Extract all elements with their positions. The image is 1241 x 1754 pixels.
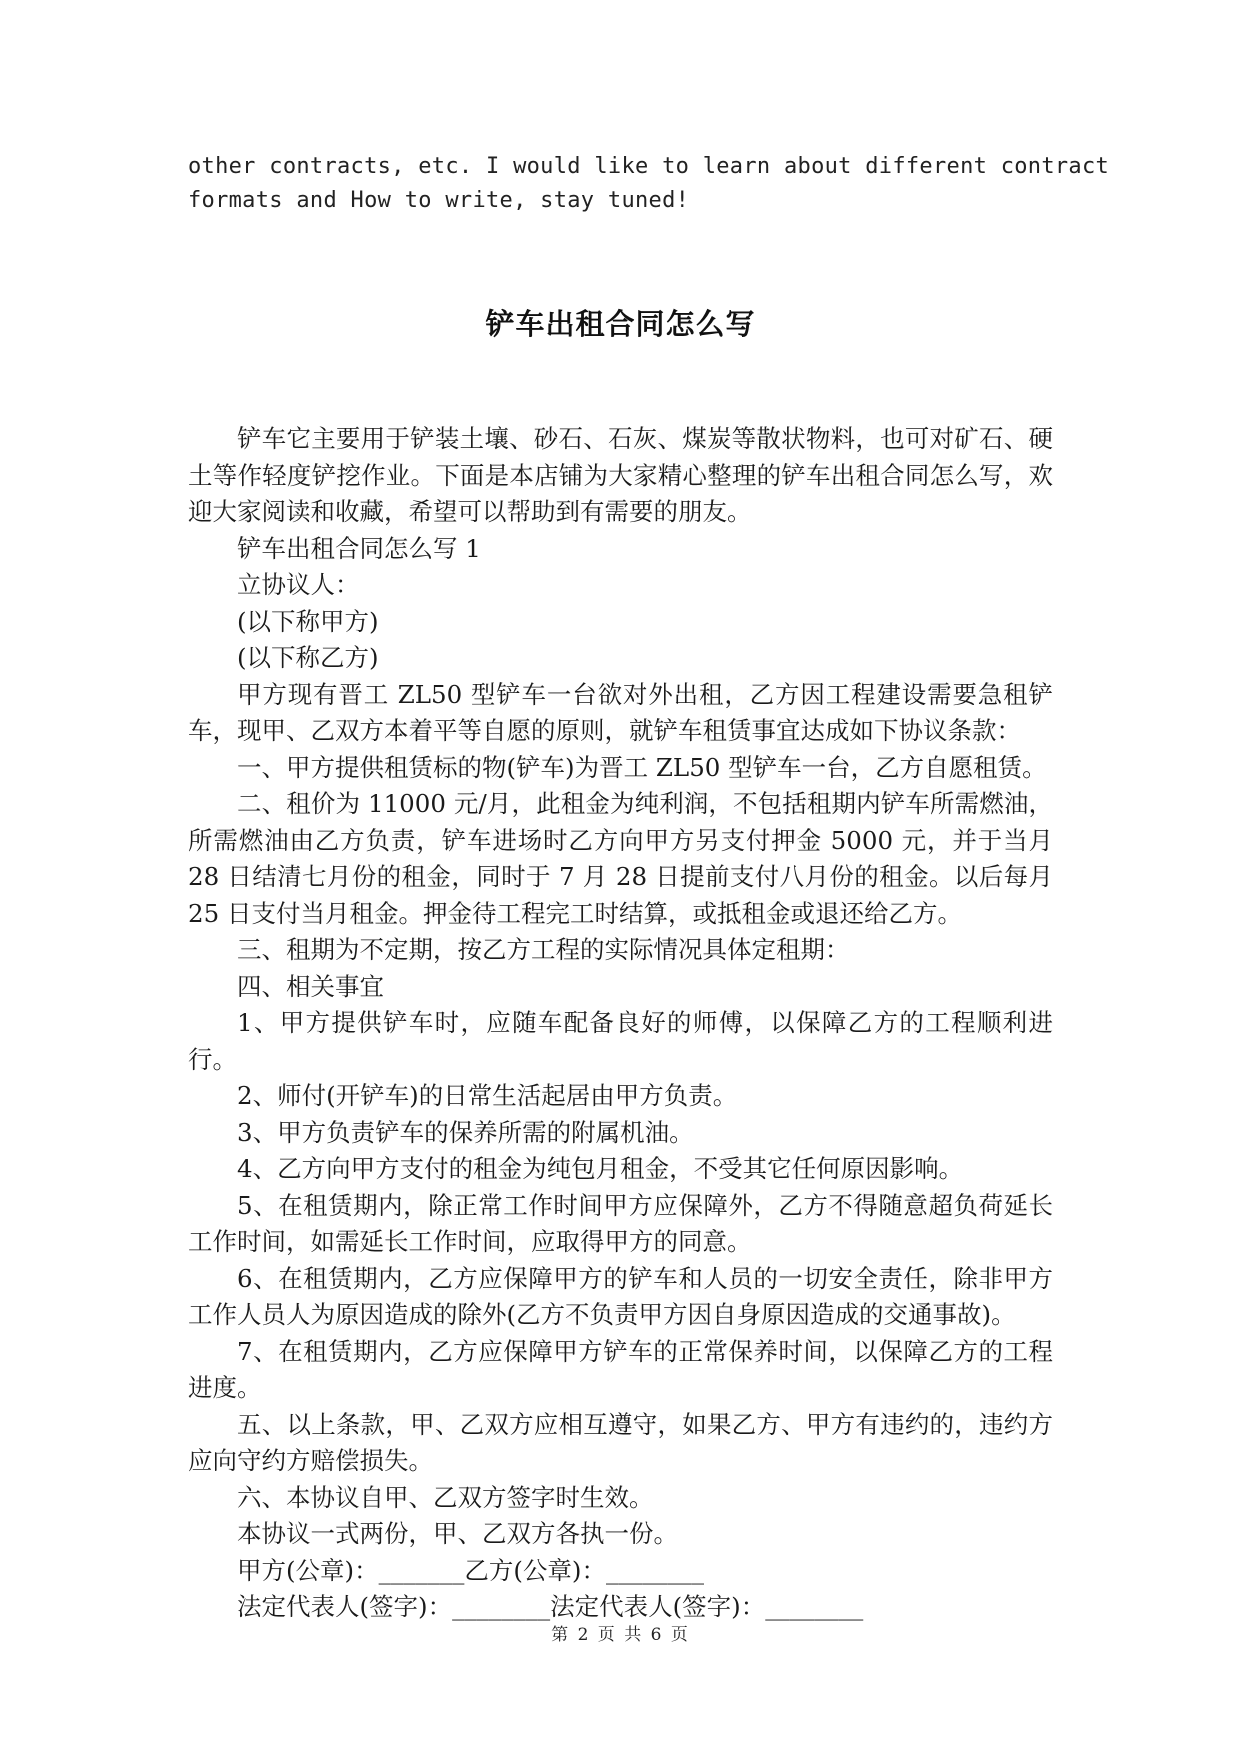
paragraph: 一、甲方提供租赁标的物(铲车)为晋工 ZL50 型铲车一台，乙方自愿租赁。 [237,752,1047,782]
intro-line-1: other contracts, etc. I would like to learn about different contract [188,154,1110,179]
paragraph: 6、在租赁期内，乙方应保障甲方的铲车和人员的一切安全责任，除非甲方工作人员人为原因造成的除外(乙方不负责甲方因自身原因造成的交通事故)。 [188,1263,1053,1329]
paragraph: 7、在租赁期内，乙方应保障甲方铲车的正常保养时间，以保障乙方的工程进度。 [188,1336,1053,1402]
paragraph: 3、甲方负责铲车的保养所需的附属机油。 [237,1117,694,1147]
document-body [188,421,1053,1626]
paragraph: 六、本协议自甲、乙双方签字时生效。 [237,1482,654,1512]
paragraph: 1、甲方提供铲车时，应随车配备良好的师傅，以保障乙方的工程顺利进行。 [188,1008,1053,1074]
paragraph: 五、以上条款，甲、乙双方应相互遵守，如果乙方、甲方有违约的，违约方应向守约方赔偿损失。 [188,1409,1053,1475]
paragraph: (以下称乙方) [237,643,379,672]
document-title: 铲车出租合同怎么写 [485,307,756,341]
paragraph: 2、师付(开铲车)的日常生活起居由甲方负责。 [237,1081,738,1110]
paragraph: (以下称甲方) [237,606,379,636]
paragraph: 立协议人： [237,570,360,599]
paragraph: 四、相关事宜 [237,971,384,1001]
paragraph: 铲车它主要用于铲装土壤、砂石、石灰、煤炭等散状物料，也可对矿石、硬土等作轻度铲挖作业。下面是本店铺为大家精心整理的铲车出租合同怎么写，欢迎大家阅读和收藏，希望可以帮助到有需要的朋友。 [188,424,1053,526]
paragraph: 甲方现有晋工 ZL50 型铲车一台欲对外出租，乙方因工程建设需要急租铲车，现甲、乙双方本着平等自愿的原则，就铲车租赁事宜达成如下协议条款： [188,679,1053,745]
signature-line-representative: 法定代表人(签字)：________法定代表人(签字)：________ [237,1592,864,1621]
paragraph: 5、在租赁期内，除正常工作时间甲方应保障外，乙方不得随意超负荷延长工作时间，如需延长工作时间，应取得甲方的同意。 [188,1190,1053,1256]
paragraph: 三、租期为不定期，按乙方工程的实际情况具体定租期： [237,935,850,964]
paragraph: 4、乙方向甲方支付的租金为纯包月租金，不受其它任何原因影响。 [237,1154,964,1183]
intro-english-text [188,150,1110,218]
paragraph: 铲车出租合同怎么写 1 [237,533,481,563]
intro-line-2: formats and How to write, stay tuned! [188,188,690,213]
page-number-footer: 第 2 页 共 6 页 [551,1625,690,1645]
paragraph: 二、租价为 11000 元/月，此租金为纯利润，不包括租期内铲车所需燃油，所需燃油由乙方负责，铲车进场时乙方向甲方另支付押金 5000 元，并于当月 28 日结清七月份的租金，同时于 7 月 28 日提前支付八月份的租金。以后每月 25 日支付当月租金。押金待工程完工时结算，或抵租金或退还给乙方。 [188,789,1053,928]
signature-line-seal: 甲方(公章)：_______乙方(公章)：________ [237,1555,704,1585]
paragraph: 本协议一式两份，甲、乙双方各执一份。 [237,1519,678,1548]
